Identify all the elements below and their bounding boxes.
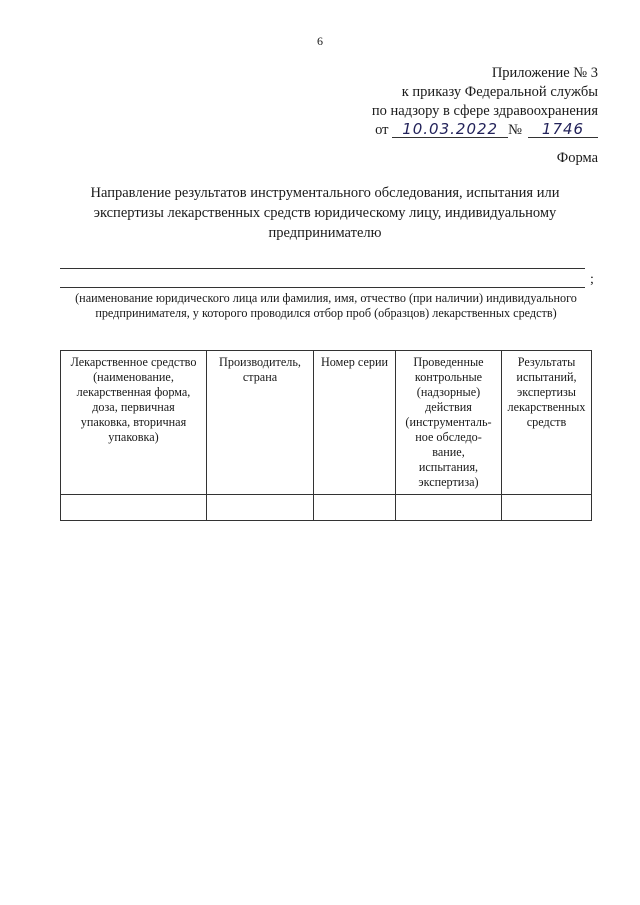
recipient-fill-line-1 [60,268,585,269]
table-cell [502,495,592,521]
date-prefix: от [375,122,389,138]
table-header-row [61,351,592,495]
form-label: Форма [556,150,598,166]
table-cell [314,495,396,521]
table-cell [396,495,502,521]
annex-order-line: к приказу Федеральной службы [401,84,598,100]
annex-header [372,64,598,140]
header-batch-number: Номер серии [314,351,396,495]
recipient-caption: (наименование юридического лица или фамилия, имя, отчество (при наличии) индивидуального предпринимателя, у которого проводился отбор проб (образцов) лекарственных средств) [75,291,577,320]
document-title: Направление результатов инструментального обследования, испытания или экспертизы лекарственных средств юридическому лицу, индивидуальному предпринимателю [90,185,560,241]
header-control-actions: Проведенные контрольные (надзорные) действия (инструменталь- ное обследо- вание, испытания, экспертиза) [396,351,502,495]
order-date-number-line [372,121,598,140]
handwritten-date: 10.03.2022 [392,121,508,138]
header-results: Результаты испытаний, экспертизы лекарственных средств [502,351,592,495]
number-prefix: № [508,122,522,138]
table-cell [207,495,314,521]
fill-line-colon: ; [590,272,594,287]
recipient-fill-line-2 [60,287,585,288]
results-table [60,350,592,521]
handwritten-order-number: 1746 [528,121,598,138]
table-row [61,495,592,521]
table-cell [61,495,207,521]
annex-title: Приложение № 3 [491,65,598,81]
header-medicine: Лекарственное средство (наименование, лекарственная форма, доза, первичная упаковка, вторичная упаковка) [61,351,207,495]
header-manufacturer: Производитель, страна [207,351,314,495]
annex-authority-line: по надзору в сфере здравоохранения [371,103,598,119]
page-number: 6 [317,34,323,48]
